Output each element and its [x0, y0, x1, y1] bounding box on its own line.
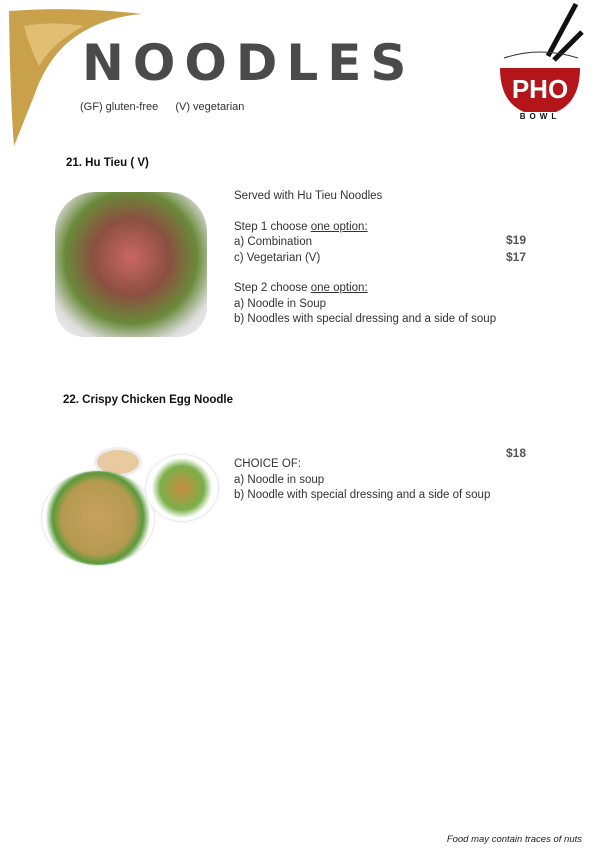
- item-21-step1: Step 1 choose one option:: [234, 220, 368, 233]
- item-22-description: [234, 457, 494, 504]
- item-21-description: [234, 189, 534, 328]
- crispy-chicken-noodle-photo: [42, 445, 222, 567]
- item-22-option-soup: a) Noodle in soup: [234, 473, 325, 486]
- item-21-option-dressing: b) Noodles with special dressing and a side of soup: [234, 313, 497, 325]
- item-22-option-dressing: b) Noodle with special dressing and a side of soup: [234, 489, 491, 501]
- hu-tieu-photo: [55, 192, 207, 337]
- price-combination: $19: [506, 233, 527, 247]
- page-title: NOODLES: [82, 34, 416, 92]
- item-22-intro: CHOICE OF:: [234, 458, 302, 470]
- svg-text:PHO: PHO: [511, 74, 569, 104]
- legend-gf: (GF) gluten-free: [80, 101, 159, 113]
- item-21-heading: 21. Hu Tieu ( V): [66, 157, 149, 169]
- pho-bowl-logo: [496, 2, 584, 120]
- price-vegetarian: $17: [506, 250, 527, 264]
- item-21-option-vegetarian: c) Vegetarian (V): [234, 251, 321, 264]
- allergy-note: Food may contain traces of nuts: [446, 834, 582, 845]
- svg-text:BOWL: BOWL: [519, 112, 561, 120]
- diet-legend: [80, 101, 258, 113]
- item-21-option-soup: a) Noodle in Soup: [234, 297, 327, 310]
- legend-v: (V) vegetarian: [175, 101, 245, 113]
- item-21-step2: Step 2 choose one option:: [234, 282, 368, 294]
- item-21-intro: Served with Hu Tieu Noodles: [234, 190, 383, 202]
- item-22-heading: 22. Crispy Chicken Egg Noodle: [63, 394, 233, 406]
- item-21-option-combination: a) Combination: [234, 236, 312, 248]
- price-item-22: $18: [506, 446, 527, 460]
